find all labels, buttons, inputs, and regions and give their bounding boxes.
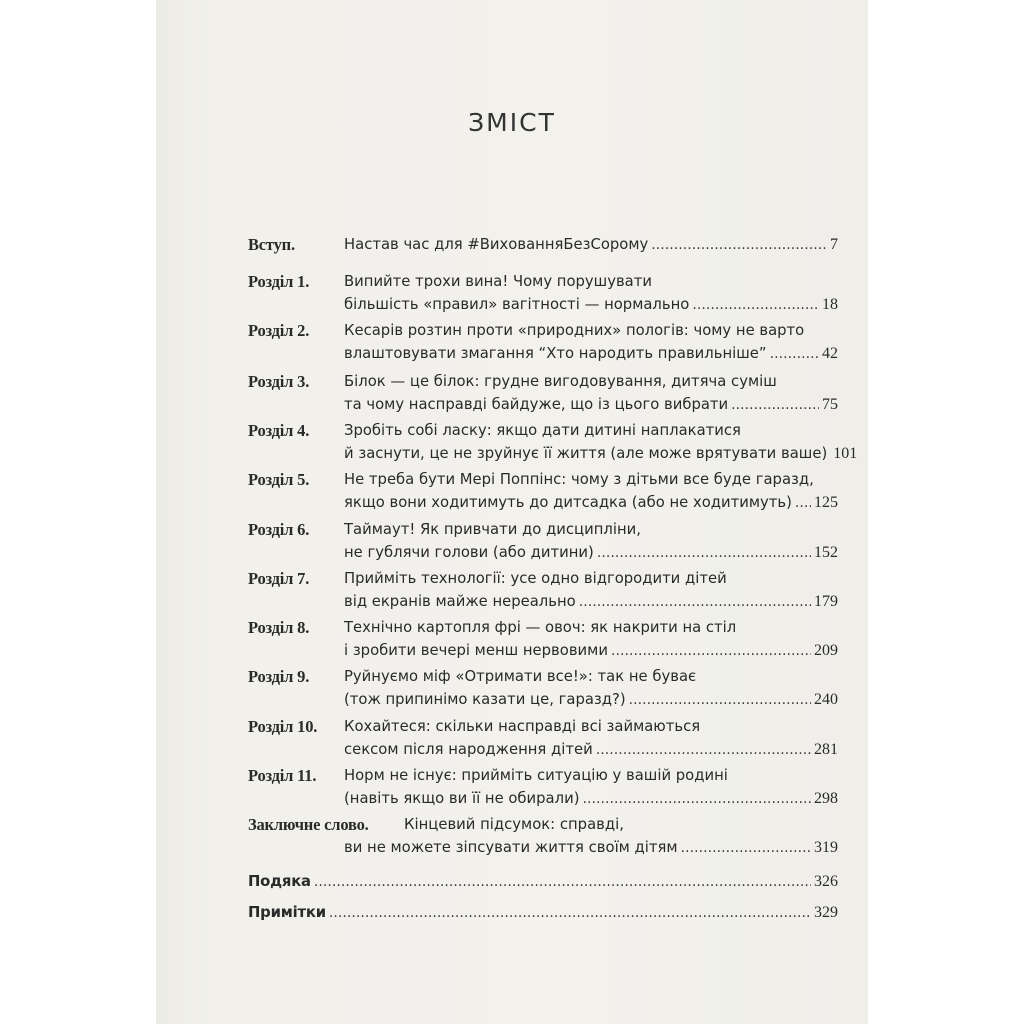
entry-title-line: Кесарів розтин проти «природних» пологів: чому не варто: [344, 322, 805, 339]
book-page: [156, 0, 868, 1024]
entry-label: Розділ 9.: [248, 667, 310, 686]
page-number: 125: [814, 494, 838, 511]
entry-label: Розділ 10.: [248, 717, 318, 736]
entry-label: Розділ 3.: [248, 372, 310, 391]
entry-title-line: Технічно картопля фрі — овоч: як накрити на стіл: [344, 619, 737, 636]
dot-leader: [651, 234, 827, 256]
entry-title-line: Зробіть собі ласку: якщо дати дитині наплакатися: [344, 422, 741, 439]
dot-leader: [329, 902, 811, 924]
dot-leader: [629, 689, 811, 711]
entry-label: Розділ 8.: [248, 618, 310, 637]
page-number: 18: [822, 296, 838, 313]
entry-label: Примітки: [248, 904, 326, 921]
entry-title-line: Прийміть технології: усе одно відгородити дітей: [344, 570, 727, 587]
page-number: 101: [833, 445, 858, 462]
entry-label: Заключне слово.: [248, 815, 369, 834]
entry-title-line: ви не можете зіпсувати життя своїм дітям: [344, 839, 678, 856]
entry-title-line: Норм не існує: прийміть ситуацію у вашій родині: [344, 767, 728, 784]
page-number: 209: [814, 642, 838, 659]
dot-leader: [597, 542, 811, 564]
entry-title-line: Кінцевий підсумок: справді,: [404, 816, 624, 833]
entry-title-line: Кохайтеся: скільки насправді всі займаються: [344, 718, 701, 735]
entry-label: Розділ 11.: [248, 766, 317, 785]
dot-leader: [681, 837, 811, 859]
page-number: 319: [814, 839, 838, 856]
page-title: ЗМІСТ: [468, 108, 556, 137]
entry-title-line: Білок — це білок: грудне вигодовування, дитяча суміш: [344, 373, 777, 390]
entry-title-line: якщо вони ходитимуть до дитсадка (або не ходитимуть): [344, 494, 792, 511]
entry-label: Розділ 5.: [248, 470, 310, 489]
entry-title-line: сексом після народження дітей: [344, 741, 593, 758]
dot-leader: [770, 343, 819, 365]
page-number: 240: [814, 691, 838, 708]
entry-title-line: не гублячи голови (або дитини): [344, 544, 594, 561]
entry-title-line: Випийте трохи вина! Чому порушувати: [344, 273, 652, 290]
dot-leader: [314, 871, 811, 893]
entry-label: Подяка: [248, 873, 311, 890]
entry-label: Розділ 2.: [248, 321, 310, 340]
dot-leader: [596, 739, 811, 761]
page-number: 329: [814, 904, 838, 921]
dot-leader: [795, 492, 811, 514]
page-number: 179: [814, 593, 838, 610]
dot-leader: [731, 394, 819, 416]
dot-leader: [611, 640, 811, 662]
entry-title-line: (навіть якщо ви її не обирали): [344, 790, 580, 807]
entry-title-line: влаштовувати змагання “Хто народить правильніше”: [344, 345, 767, 362]
page-number: 298: [814, 790, 838, 807]
entry-title-line: Таймаут! Як привчати до дисципліни,: [344, 521, 641, 538]
entry-title-line: Не треба бути Мері Поппінс: чому з дітьми все буде гаразд,: [344, 471, 814, 488]
entry-title-line: (тож припинімо казати це, гаразд?): [344, 691, 626, 708]
page-number: 75: [822, 396, 838, 413]
page-number: 326: [814, 873, 838, 890]
entry-label: Вступ.: [248, 235, 295, 254]
page-number: 7: [830, 236, 838, 253]
entry-title-line: та чому насправді байдуже, що із цього вибрати: [344, 396, 729, 413]
dot-leader: [692, 294, 819, 316]
page-number: 42: [822, 345, 838, 362]
entry-title-line: й заснути, це не зруйнує її життя (але може врятувати ваше): [344, 445, 828, 462]
entry-label: Розділ 7.: [248, 569, 310, 588]
entry-title-line: від екранів майже нереально: [344, 593, 576, 610]
entry-label: Розділ 4.: [248, 421, 310, 440]
entry-title-line: і зробити вечері менш нервовими: [344, 642, 608, 659]
entry-label: Розділ 6.: [248, 520, 310, 539]
page-number: 281: [814, 741, 838, 758]
entry-title-line: більшість «правил» вагітності — нормально: [344, 296, 690, 313]
entry-title-line: Руйнуємо міф «Отримати все!»: так не буває: [344, 668, 697, 685]
entry-label: Розділ 1.: [248, 272, 310, 291]
dot-leader: [582, 788, 811, 810]
entry-title-line: Настав час для #ВихованняБезСорому: [344, 236, 649, 253]
page-number: 152: [814, 544, 838, 561]
dot-leader: [579, 591, 811, 613]
